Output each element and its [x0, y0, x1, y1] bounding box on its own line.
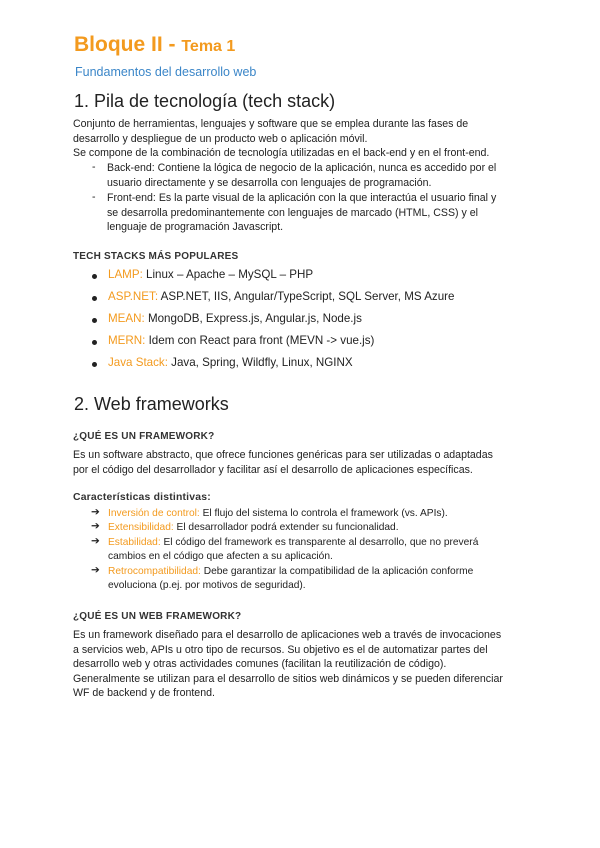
- arrow-right-icon: ➔: [91, 535, 100, 547]
- stack-desc: Java, Spring, Wildfly, Linux, NGINX: [167, 356, 353, 369]
- bullet-icon: [92, 362, 97, 367]
- stack-name: MERN:: [108, 334, 146, 347]
- definition-line: Es un framework diseñado para el desarrollo de aplicaciones web a través de invocaciones: [73, 629, 502, 641]
- stack-name: MEAN:: [108, 312, 145, 325]
- framework-definition: [73, 448, 543, 477]
- backend-item: [107, 161, 547, 190]
- page-subtitle: Fundamentos del desarrollo web: [75, 65, 257, 79]
- feature-name: Retrocompatibilidad:: [108, 566, 201, 577]
- feature-item: [108, 536, 548, 565]
- stack-item: [108, 334, 374, 347]
- definition-line: WF de backend y de frontend.: [73, 687, 215, 700]
- stack-name: ASP.NET:: [108, 290, 159, 303]
- bullet-icon: [92, 296, 97, 301]
- stack-item: [108, 312, 362, 325]
- frontend-line: Front-end: Es la parte visual de la aplicación con la que interactúa el usuario final y: [107, 192, 497, 204]
- stack-desc: ASP.NET, IIS, Angular/TypeScript, SQL Server, MS Azure: [158, 290, 455, 303]
- bullet-icon: [92, 274, 97, 279]
- stack-name: LAMP:: [108, 268, 143, 281]
- arrow-right-icon: ➔: [91, 564, 100, 576]
- frontend-line: lenguaje de programación Javascript.: [107, 221, 284, 234]
- feature-desc: Debe garantizar la compatibilidad de la aplicación conforme: [200, 566, 474, 577]
- stack-name: Java Stack:: [108, 356, 168, 369]
- definition-line: a servicios web, APIs u otro tipo de recursos. Su objetivo es el de automatizar partes del: [73, 643, 488, 656]
- stack-desc: Idem con React para front (MEVN -> vue.js): [145, 334, 375, 347]
- definition-line: Es un software abstracto, que ofrece funciones genéricas para ser utilizadas o adaptadas: [73, 449, 493, 461]
- stack-item: [108, 356, 353, 369]
- page-title: [74, 33, 235, 57]
- feature-desc: El desarrollador podrá extender su funcionalidad.: [173, 522, 399, 533]
- web-framework-question: ¿QUÉ ES UN WEB FRAMEWORK?: [73, 611, 242, 622]
- section1-heading: 1. Pila de tecnología (tech stack): [74, 91, 336, 111]
- section2-heading: 2. Web frameworks: [74, 394, 229, 414]
- section1-intro: [73, 117, 543, 161]
- arrow-right-icon: ➔: [91, 506, 100, 518]
- intro-line: Se compone de la combinación de tecnología utilizadas en el back-end y en el front-end.: [73, 147, 490, 160]
- feature-desc-cont: evoluciona (p.ej. por motivos de seguridad).: [108, 580, 306, 592]
- definition-line: por el código del desarrollador y facilitar así el desarrollo de aplicaciones específicas.: [73, 463, 473, 476]
- arrow-right-icon: ➔: [91, 520, 100, 532]
- title-main: Bloque II -: [74, 33, 182, 56]
- stack-item: [108, 290, 454, 303]
- stack-desc: Linux – Apache – MySQL – PHP: [142, 268, 314, 281]
- definition-line: Generalmente se utilizan para el desarrollo de sitios web dinámicos y se pueden diferenciar: [73, 672, 503, 685]
- frontend-item: [107, 191, 547, 235]
- stacks-heading: TECH STACKS MÁS POPULARES: [73, 251, 239, 262]
- dash-bullet: -: [92, 161, 96, 173]
- feature-desc-cont: cambios en el código que afecten a su aplicación.: [108, 551, 333, 563]
- feature-name: Inversión de control:: [108, 508, 200, 519]
- feature-name: Extensibilidad:: [108, 522, 174, 533]
- frontend-line: se desarrolla predominantemente con lenguajes de marcado (HTML, CSS) y el: [107, 206, 478, 219]
- bullet-icon: [92, 318, 97, 323]
- backend-line: usuario directamente y se desarrolla con lenguajes de programación.: [107, 176, 432, 189]
- stack-desc: MongoDB, Express.js, Angular.js, Node.js: [144, 312, 362, 325]
- web-framework-definition: [73, 628, 543, 701]
- definition-line: desarrollo web y otras actividades comunes (facilitan la reutilización de código).: [73, 658, 447, 671]
- feature-desc: El flujo del sistema lo controla el framework (vs. APIs).: [199, 508, 448, 519]
- backend-line: Back-end: Contiene la lógica de negocio de la aplicación, nunca es accedido por el: [107, 162, 497, 174]
- stack-item: [108, 268, 313, 281]
- features-heading: Características distintivas:: [73, 492, 211, 503]
- feature-name: Estabilidad:: [108, 537, 161, 548]
- dash-bullet: -: [92, 191, 96, 203]
- feature-item: [108, 521, 548, 535]
- framework-question: ¿QUÉ ES UN FRAMEWORK?: [73, 431, 215, 442]
- feature-desc: El código del framework es transparente al desarrollo, que no preverá: [160, 537, 479, 548]
- feature-item: [108, 565, 548, 594]
- title-sub: Tema 1: [181, 38, 236, 55]
- feature-item: [108, 507, 548, 521]
- intro-line: Conjunto de herramientas, lenguajes y software que se emplea durante las fases de: [73, 118, 469, 130]
- bullet-icon: [92, 340, 97, 345]
- intro-line: desarrollo y despliegue de un producto web o aplicación móvil.: [73, 132, 368, 145]
